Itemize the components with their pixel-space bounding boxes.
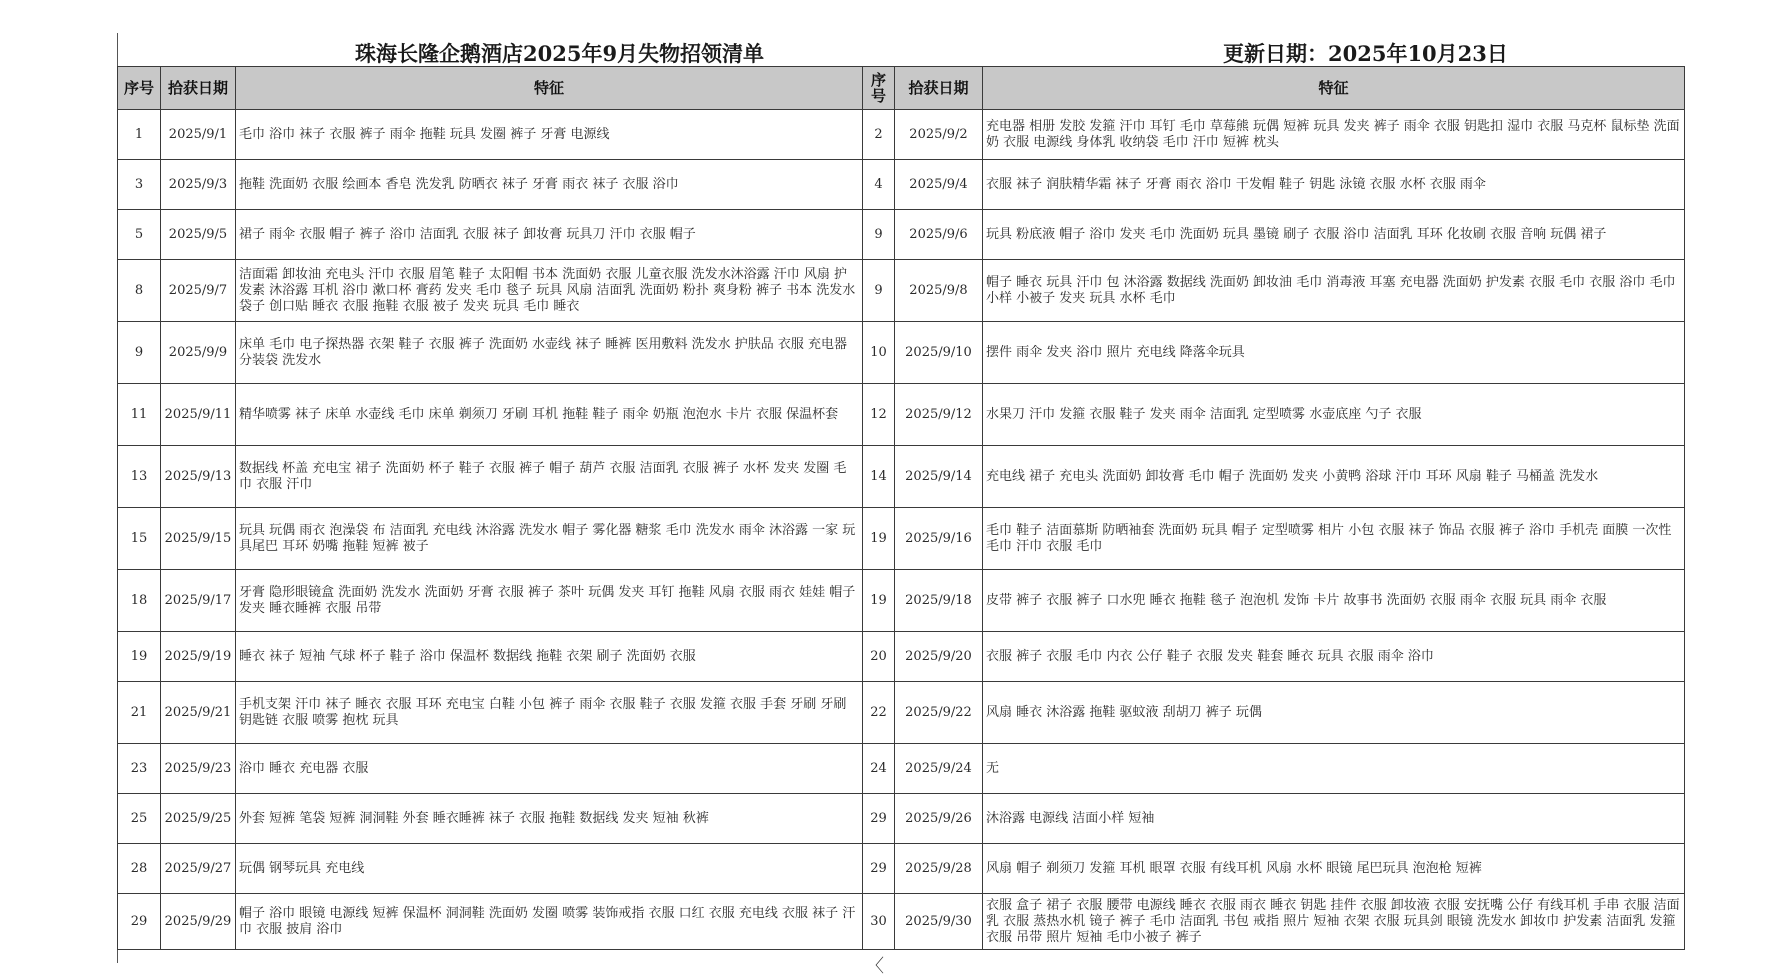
seq-cell: 4: [863, 160, 895, 210]
features-cell: 帽子 睡衣 玩具 汗巾 包 沐浴露 数据线 洗面奶 卸妆油 毛巾 消毒液 耳塞 充电器 洗面奶 护发素 衣服 毛巾 衣服 浴巾 毛巾 小样 小被子 发夹 玩具 水杯 毛巾: [983, 260, 1685, 322]
column-header-date: 拾获日期: [161, 67, 236, 110]
features-cell: 玩偶 钢琴玩具 充电线: [236, 844, 863, 894]
date-cell: 2025/9/6: [895, 210, 983, 260]
seq-cell: 9: [118, 322, 161, 384]
seq-cell: 14: [863, 446, 895, 508]
table-row: [118, 744, 1685, 794]
update-date: 更新日期：2025年10月23日: [1223, 41, 1508, 66]
date-cell: 2025/9/25: [161, 794, 236, 844]
seq-cell: 24: [863, 744, 895, 794]
seq-cell: 10: [863, 322, 895, 384]
seq-cell: 13: [118, 446, 161, 508]
features-cell: 水果刀 汗巾 发箍 衣服 鞋子 发夹 雨伞 洁面乳 定型喷雾 水壶底座 勺子 衣服: [983, 384, 1685, 446]
seq-cell: 19: [863, 508, 895, 570]
lost-and-found-table: [117, 66, 1685, 950]
features-cell: 风扇 睡衣 沐浴露 拖鞋 驱蚊液 刮胡刀 裤子 玩偶: [983, 682, 1685, 744]
features-cell: 沐浴露 电源线 洁面小样 短袖: [983, 794, 1685, 844]
seq-cell: 19: [118, 632, 161, 682]
table-row: [118, 384, 1685, 446]
seq-cell: 25: [118, 794, 161, 844]
date-cell: 2025/9/24: [895, 744, 983, 794]
date-cell: 2025/9/16: [895, 508, 983, 570]
features-cell: 精华喷雾 袜子 床单 水壶线 毛巾 床单 剃须刀 牙刷 耳机 拖鞋 鞋子 雨伞 奶瓶 泡泡水 卡片 衣服 保温杯套: [236, 384, 863, 446]
features-cell: 充电线 裙子 充电头 洗面奶 卸妆膏 毛巾 帽子 洗面奶 发夹 小黄鸭 浴球 汗巾 耳环 风扇 鞋子 马桶盖 洗发水: [983, 446, 1685, 508]
column-header-features: 特征: [236, 67, 863, 110]
features-cell: 浴巾 睡衣 充电器 衣服: [236, 744, 863, 794]
table-row: [118, 794, 1685, 844]
features-cell: 帽子 浴巾 眼镜 电源线 短裤 保温杯 洞洞鞋 洗面奶 发圈 喷雾 装饰戒指 衣服 口红 衣服 充电线 衣服 袜子 汗巾 衣服 披肩 浴巾: [236, 894, 863, 950]
features-cell: 风扇 帽子 剃须刀 发箍 耳机 眼罩 衣服 有线耳机 风扇 水杯 眼镜 尾巴玩具 泡泡枪 短裤: [983, 844, 1685, 894]
features-cell: 手机支架 汗巾 袜子 睡衣 衣服 耳环 充电宝 白鞋 小包 裤子 雨伞 衣服 鞋子 衣服 发箍 衣服 手套 牙刷 牙刷 钥匙链 衣服 喷雾 抱枕 玩具: [236, 682, 863, 744]
table-row: [118, 844, 1685, 894]
seq-cell: 28: [118, 844, 161, 894]
table-row: [118, 682, 1685, 744]
date-cell: 2025/9/8: [895, 260, 983, 322]
date-cell: 2025/9/20: [895, 632, 983, 682]
features-cell: 牙膏 隐形眼镜盒 洗面奶 洗发水 洗面奶 牙膏 衣服 裤子 茶叶 玩偶 发夹 耳钉 拖鞋 风扇 衣服 雨衣 娃娃 帽子 发夹 睡衣睡裤 衣服 吊带: [236, 570, 863, 632]
table-row: [118, 632, 1685, 682]
seq-cell: 5: [118, 210, 161, 260]
date-cell: 2025/9/21: [161, 682, 236, 744]
date-cell: 2025/9/22: [895, 682, 983, 744]
seq-cell: 29: [863, 794, 895, 844]
date-cell: 2025/9/27: [161, 844, 236, 894]
date-cell: 2025/9/17: [161, 570, 236, 632]
features-cell: 无: [983, 744, 1685, 794]
seq-cell: 11: [118, 384, 161, 446]
features-cell: 衣服 裤子 衣服 毛巾 内衣 公仔 鞋子 衣服 发夹 鞋套 睡衣 玩具 衣服 雨伞 浴巾: [983, 632, 1685, 682]
column-header-features: 特征: [983, 67, 1685, 110]
features-cell: 玩具 玩偶 雨衣 泡澡袋 布 洁面乳 充电线 沐浴露 洗发水 帽子 雾化器 糖浆 毛巾 洗发水 雨伞 沐浴露 一家 玩具尾巴 耳环 奶嘴 拖鞋 短裤 被子: [236, 508, 863, 570]
features-cell: 洁面霜 卸妆油 充电头 汗巾 衣服 眉笔 鞋子 太阳帽 书本 洗面奶 衣服 儿童衣服 洗发水沐浴露 汗巾 风扇 护发素 沐浴露 耳机 浴巾 漱口杯 膏药 发夹 毛巾 毯子 玩具 风扇 洁面乳 洗面奶 粉扑 爽身粉 裤子 书本 洗发水 袋子 创口贴 睡衣 衣服 拖鞋 衣服 被子 发夹 玩具 毛巾 睡衣: [236, 260, 863, 322]
date-cell: 2025/9/2: [895, 110, 983, 160]
document-title: 珠海长隆企鹅酒店2025年9月失物招领清单: [355, 41, 765, 66]
date-cell: 2025/9/18: [895, 570, 983, 632]
table-row: [118, 322, 1685, 384]
features-cell: 充电器 相册 发胶 发箍 汗巾 耳钉 毛巾 草莓熊 玩偶 短裤 玩具 发夹 裤子 雨伞 衣服 钥匙扣 湿巾 衣服 马克杯 鼠标垫 洗面奶 衣服 电源线 身体乳 收纳袋 毛巾 汗巾 短裤 枕头: [983, 110, 1685, 160]
date-cell: 2025/9/3: [161, 160, 236, 210]
seq-cell: 21: [118, 682, 161, 744]
seq-cell: 23: [118, 744, 161, 794]
features-cell: 数据线 杯盖 充电宝 裙子 洗面奶 杯子 鞋子 衣服 裤子 帽子 葫芦 衣服 洁面乳 衣服 裤子 水杯 发夹 发圈 毛巾 衣服 汗巾: [236, 446, 863, 508]
seq-cell: 22: [863, 682, 895, 744]
features-cell: 裙子 雨伞 衣服 帽子 裤子 浴巾 洁面乳 衣服 袜子 卸妆膏 玩具刀 汗巾 衣服 帽子: [236, 210, 863, 260]
column-header-seq: 序号: [118, 67, 161, 110]
date-cell: 2025/9/9: [161, 322, 236, 384]
seq-cell: 29: [118, 894, 161, 950]
seq-cell: 9: [863, 260, 895, 322]
date-cell: 2025/9/12: [895, 384, 983, 446]
features-cell: 玩具 粉底液 帽子 浴巾 发夹 毛巾 洗面奶 玩具 墨镜 刷子 衣服 浴巾 洁面乳 耳环 化妆刷 衣服 音响 玩偶 裙子: [983, 210, 1685, 260]
seq-cell: 30: [863, 894, 895, 950]
features-cell: 衣服 袜子 润肤精华霜 袜子 牙膏 雨衣 浴巾 干发帽 鞋子 钥匙 泳镜 衣服 水杯 衣服 雨伞: [983, 160, 1685, 210]
date-cell: 2025/9/19: [161, 632, 236, 682]
features-cell: 皮带 裤子 衣服 裤子 口水兜 睡衣 拖鞋 毯子 泡泡机 发饰 卡片 故事书 洗面奶 衣服 雨伞 衣服 玩具 雨伞 衣服: [983, 570, 1685, 632]
features-cell: 衣服 盒子 裙子 衣服 腰带 电源线 睡衣 衣服 雨衣 睡衣 钥匙 挂件 衣服 卸妆液 衣服 安抚嘴 公仔 有线耳机 手串 衣服 洁面乳 衣服 蒸热水机 镜子 裤子 毛巾 洁面乳 书包 戒指 照片 短袖 衣架 衣服 玩具剑 眼镜 洗发水 卸妆巾 护发素 洁面乳 发箍 衣服 吊带 照片 短袖 毛巾小被子 裤子: [983, 894, 1685, 950]
date-cell: 2025/9/28: [895, 844, 983, 894]
date-cell: 2025/9/26: [895, 794, 983, 844]
table-header-row: [118, 67, 1685, 110]
date-cell: 2025/9/30: [895, 894, 983, 950]
date-cell: 2025/9/4: [895, 160, 983, 210]
date-cell: 2025/9/5: [161, 210, 236, 260]
seq-cell: 8: [118, 260, 161, 322]
seq-cell: 12: [863, 384, 895, 446]
date-cell: 2025/9/11: [161, 384, 236, 446]
seq-cell: 3: [118, 160, 161, 210]
features-cell: 毛巾 浴巾 袜子 衣服 裤子 雨伞 拖鞋 玩具 发圈 裤子 牙膏 电源线: [236, 110, 863, 160]
seq-cell: 18: [118, 570, 161, 632]
date-cell: 2025/9/23: [161, 744, 236, 794]
features-cell: 床单 毛巾 电子探热器 衣架 鞋子 衣服 裤子 洗面奶 水壶线 袜子 睡裤 医用敷料 洗发水 护肤品 衣服 充电器 分装袋 洗发水: [236, 322, 863, 384]
features-cell: 拖鞋 洗面奶 衣服 绘画本 香皂 洗发乳 防晒衣 袜子 牙膏 雨衣 袜子 衣服 浴巾: [236, 160, 863, 210]
page-mark: 〈: [866, 956, 884, 977]
date-cell: 2025/9/15: [161, 508, 236, 570]
date-cell: 2025/9/29: [161, 894, 236, 950]
table-row: [118, 110, 1685, 160]
features-cell: 摆件 雨伞 发夹 浴巾 照片 充电线 降落伞玩具: [983, 322, 1685, 384]
table-row: [118, 446, 1685, 508]
seq-cell: 2: [863, 110, 895, 160]
table-row: [118, 894, 1685, 950]
seq-cell: 1: [118, 110, 161, 160]
table-row: [118, 160, 1685, 210]
table-row: [118, 210, 1685, 260]
column-header-date: 拾获日期: [895, 67, 983, 110]
date-cell: 2025/9/13: [161, 446, 236, 508]
table-row: [118, 260, 1685, 322]
features-cell: 睡衣 袜子 短袖 气球 杯子 鞋子 浴巾 保温杯 数据线 拖鞋 衣架 刷子 洗面奶 衣服: [236, 632, 863, 682]
table-row: [118, 508, 1685, 570]
table-row: [118, 570, 1685, 632]
date-cell: 2025/9/7: [161, 260, 236, 322]
features-cell: 外套 短裤 笔袋 短裤 洞洞鞋 外套 睡衣睡裤 袜子 衣服 拖鞋 数据线 发夹 短袖 秋裤: [236, 794, 863, 844]
date-cell: 2025/9/10: [895, 322, 983, 384]
seq-cell: 9: [863, 210, 895, 260]
seq-cell: 19: [863, 570, 895, 632]
column-header-seq: 序号: [863, 67, 895, 110]
date-cell: 2025/9/1: [161, 110, 236, 160]
seq-cell: 15: [118, 508, 161, 570]
seq-cell: 29: [863, 844, 895, 894]
seq-cell: 20: [863, 632, 895, 682]
date-cell: 2025/9/14: [895, 446, 983, 508]
features-cell: 毛巾 鞋子 洁面慕斯 防晒袖套 洗面奶 玩具 帽子 定型喷雾 相片 小包 衣服 袜子 饰品 衣服 裤子 浴巾 手机壳 面膜 一次性毛巾 汗巾 衣服 毛巾: [983, 508, 1685, 570]
